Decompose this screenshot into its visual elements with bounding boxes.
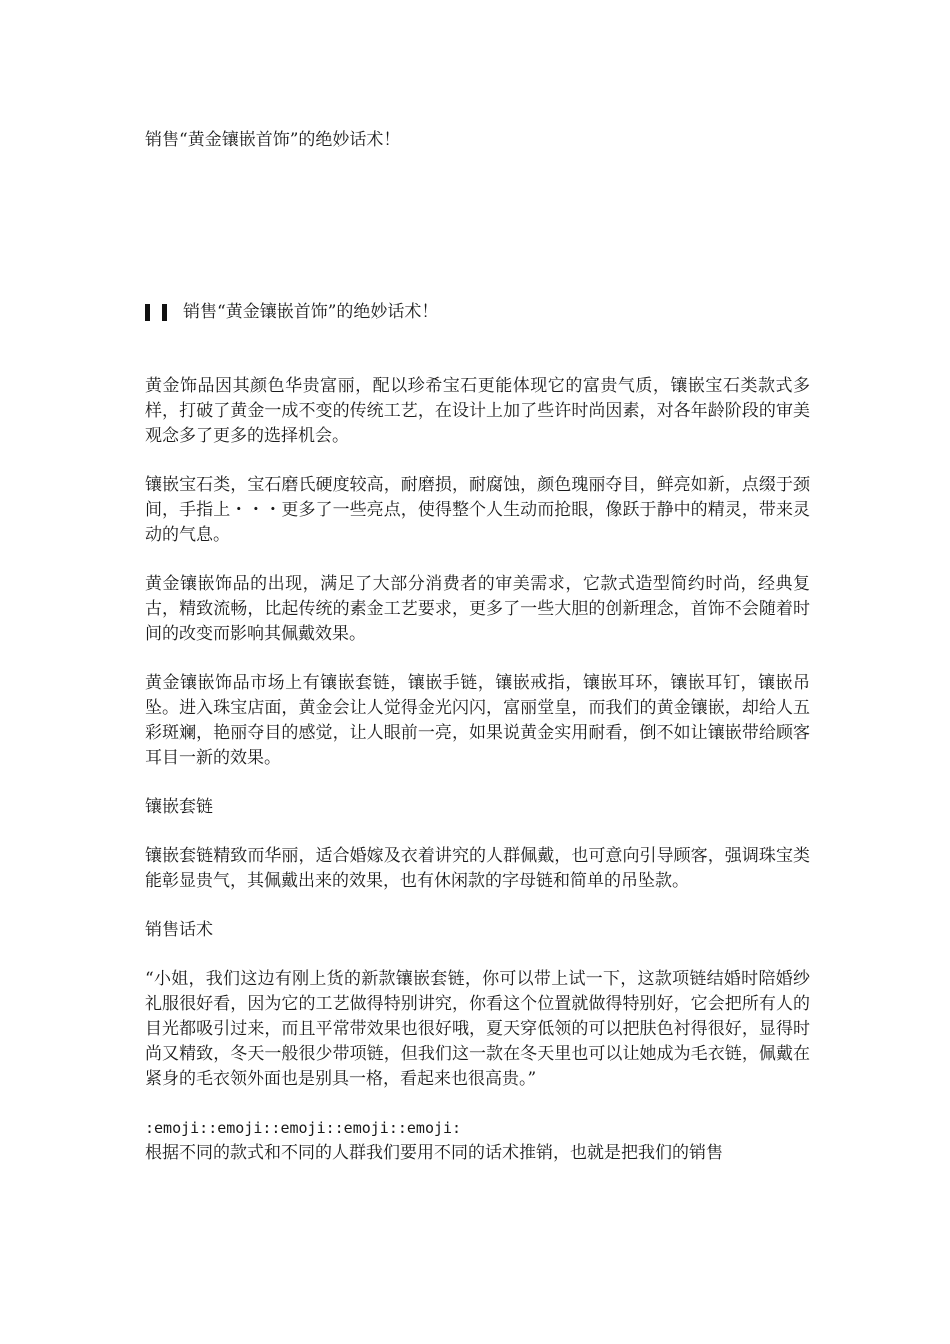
paragraph-intro: 黄金饰品因其颜色华贵富丽，配以珍希宝石更能体现它的富贵气质，镶嵌宝石类款式多样，打破了黄金一成不变的传统工艺，在设计上加了些许时尚因素，对各年龄阶段的审美观念多了更多的选择机会。 bbox=[145, 376, 810, 446]
document-title: 销售“黄金镶嵌首饰”的绝妙话术！ bbox=[145, 130, 401, 150]
subheading-necklace-set: 镶嵌套链 bbox=[145, 797, 213, 817]
heading-bar-left bbox=[145, 304, 150, 321]
paragraph-sales-script: “小姐，我们这边有刚上货的新款镶嵌套链，你可以带上试一下，这款项链结婚时陪婚纱礼服很好看，因为它的工艺做得特别讲究，你看这个位置就做得特别好，它会把所有人的目光都吸引过来，而且平常带效果也很好哦，夏天穿低领的可以把肤色衬得很好，显得时尚又精致，冬天一般很少带项链，但我们这一款在冬天里也可以让她成为毛衣链，佩戴在紧身的毛衣领外面也是别具一格，看起来也很高贵。” bbox=[145, 969, 810, 1089]
section-heading bbox=[145, 300, 438, 324]
paragraph-appearance: 黄金镶嵌饰品的出现，满足了大部分消费者的审美需求，它款式造型简约时尚，经典复古，精致流畅，比起传统的素金工艺要求，更多了一些大胆的创新理念，首饰不会随着时间的改变而影响其佩戴效果。 bbox=[145, 574, 810, 644]
heading-bar-right bbox=[162, 304, 167, 321]
paragraph-market: 黄金镶嵌饰品市场上有镶嵌套链，镶嵌手链，镶嵌戒指，镶嵌耳环，镶嵌耳钉，镶嵌吊坠。进入珠宝店面，黄金会让人觉得金光闪闪，富丽堂皇，而我们的黄金镶嵌，却给人五彩斑斓，艳丽夺目的感觉，让人眼前一亮，如果说黄金实用耐看，倒不如让镶嵌带给顾客耳目一新的效果。 bbox=[145, 673, 810, 768]
paragraph-necklace-set: 镶嵌套链精致而华丽，适合婚嫁及衣着讲究的人群佩戴，也可意向引导顾客，强调珠宝类能彰显贵气，其佩戴出来的效果，也有休闲款的字母链和简单的吊坠款。 bbox=[145, 846, 810, 891]
paragraph-gemstone: 镶嵌宝石类，宝石磨氏硬度较高，耐磨损，耐腐蚀，颜色瑰丽夺目，鲜亮如新，点缀于颈间，手指上・・・更多了一些亮点，使得整个人生动而抢眼，像跃于静中的精灵，带来灵动的气息。 bbox=[145, 475, 810, 545]
document-body bbox=[145, 374, 810, 1166]
emoji-line: :emoji::emoji::emoji::emoji::emoji: bbox=[145, 1119, 462, 1137]
paragraph-closing: 根据不同的款式和不同的人群我们要用不同的话术推销，也就是把我们的销售 bbox=[145, 1143, 723, 1163]
subheading-sales-script: 销售话术 bbox=[145, 920, 213, 940]
heading-marker-icon bbox=[145, 304, 167, 321]
section-heading-text: 销售“黄金镶嵌首饰”的绝妙话术！ bbox=[183, 302, 439, 322]
